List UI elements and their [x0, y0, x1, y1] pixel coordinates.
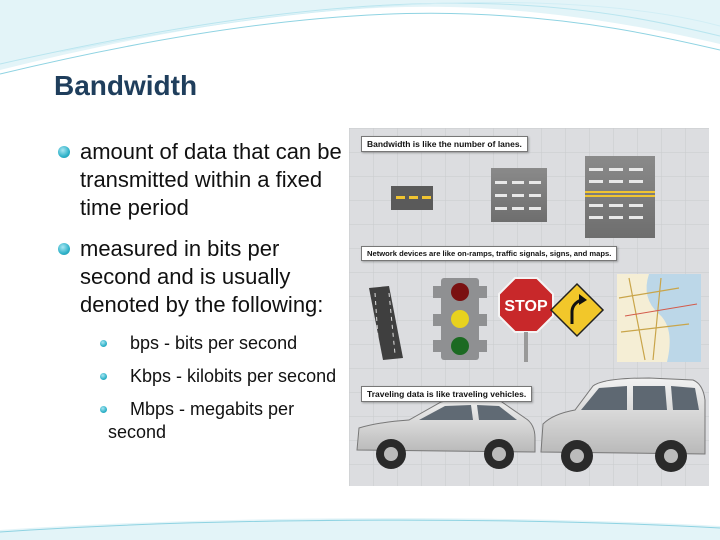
- multi-lane-highway-icon: [585, 156, 655, 238]
- road-map-icon: [617, 274, 701, 362]
- header-wave-decoration: [0, 0, 720, 80]
- bullet-item: [56, 138, 351, 222]
- bullet-item: [56, 235, 351, 319]
- traffic-light-icon: [433, 278, 487, 360]
- sub-bullet-text: Mbps - megabits per second: [108, 399, 295, 442]
- sub-bullet-item: [108, 365, 351, 388]
- three-lane-road-icon: [491, 168, 547, 222]
- bullet-list: [56, 138, 351, 454]
- bullet-dot-icon: [100, 340, 107, 347]
- slide-title: Bandwidth: [54, 70, 198, 101]
- bullet-dot-icon: [100, 373, 107, 380]
- sub-bullet-item: [108, 398, 351, 444]
- caption-traveling-data: Traveling data is like traveling vehicles.: [361, 386, 532, 402]
- one-lane-road-icon: [391, 186, 433, 210]
- sub-bullet-item: [108, 332, 351, 355]
- bullet-text: measured in bits per second and is usually denoted by the following:: [80, 236, 324, 317]
- bullet-dot-icon: [58, 146, 70, 158]
- bullet-text: amount of data that can be transmitted within a fixed time period: [80, 139, 342, 220]
- sub-bullet-text: bps - bits per second: [130, 333, 298, 353]
- footer-wave-decoration: [0, 508, 720, 540]
- bandwidth-highway-illustration: [349, 128, 709, 486]
- bullet-dot-icon: [100, 406, 107, 413]
- caption-network-devices: Network devices are like on-ramps, traffic signals, signs, and maps.: [361, 246, 617, 261]
- stop-sign-text: STOP: [504, 298, 548, 315]
- bullet-dot-icon: [58, 243, 70, 255]
- sub-bullet-text: Kbps - kilobits per second: [130, 366, 337, 386]
- illustration-graphics: [349, 128, 709, 486]
- caption-lanes: Bandwidth is like the number of lanes.: [361, 136, 528, 152]
